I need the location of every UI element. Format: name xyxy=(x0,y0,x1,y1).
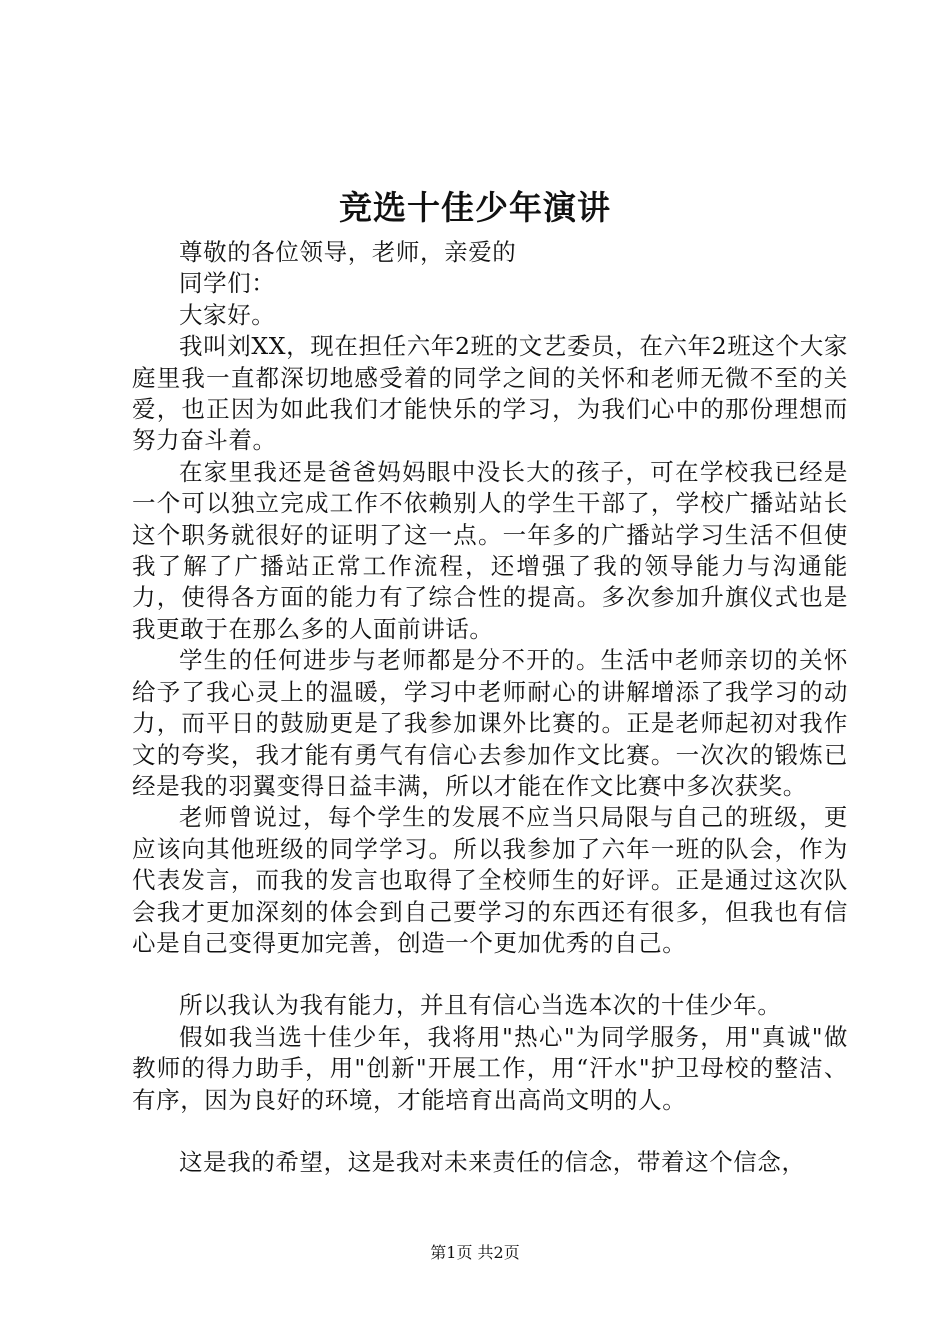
body-paragraph: 在家里我还是爸爸妈妈眼中没长大的孩子，可在学校我已经是一个可以独立完成工作不依赖别人的学生干部了，学校广播站站长这个职务就很好的证明了这一点。一年多的广播站学习生活不但使我了解了广播站正常工作流程，还增强了我的领导能力与沟通能力，使得各方面的能力有了综合性的提高。多次参加升旗仪式也是我更敢于在那么多的人面前讲话。 xyxy=(132,457,848,643)
greeting-line: 大家好。 xyxy=(179,300,276,329)
greeting-line: 同学们： xyxy=(179,269,276,298)
page-number-footer: 第1页 共2页 xyxy=(430,1243,520,1262)
body-paragraph: 老师曾说过，每个学生的发展不应当只局限与自己的班级，更应该向其他班级的同学学习。所以我参加了六年一班的队会，作为代表发言，而我的发言也取得了全校师生的好评。正是通过这次队会我才更加深刻的体会到自己要学习的东西还有很多，但我也有信心是自己变得更加完善，创造一个更加优秀的自己。 xyxy=(132,803,848,957)
body-paragraph: 我叫刘XX，现在担任六年2班的文艺委员，在六年2班这个大家庭里我一直都深切地感受着的同学之间的关怀和老师无微不至的关爱，也正因为如此我们才能快乐的学习，为我们心中的那份理想而努力奋斗着。 xyxy=(132,332,848,455)
greeting-line: 尊敬的各位领导，老师，亲爱的 xyxy=(179,238,517,266)
body-paragraph: 这是我的希望，这是我对未来责任的信念，带着这个信念， xyxy=(179,1147,806,1176)
document-title: 竞选十佳少年演讲 xyxy=(339,188,611,227)
document-body xyxy=(132,237,848,1178)
body-paragraph: 假如我当选十佳少年，我将用"热心"为同学服务，用"真诚"做教师的得力助手，用"创新"开展工作，用“汗水"护卫母校的整洁、有序，因为良好的环境，才能培育出高尚文明的人。 xyxy=(132,1022,848,1114)
body-paragraph: 所以我认为我有能力，并且有信心当选本次的十佳少年。 xyxy=(179,991,782,1020)
body-paragraph: 学生的任何进步与老师都是分不开的。生活中老师亲切的关怀给予了我心灵上的温暖，学习中老师耐心的讲解增添了我学习的动力，而平日的鼓励更是了我参加课外比赛的。正是老师起初对我作文的夸奖，我才能有勇气有信心去参加作文比赛。一次次的锻炼已经是我的羽翼变得日益丰满，所以才能在作文比赛中多次获奖。 xyxy=(132,646,848,800)
